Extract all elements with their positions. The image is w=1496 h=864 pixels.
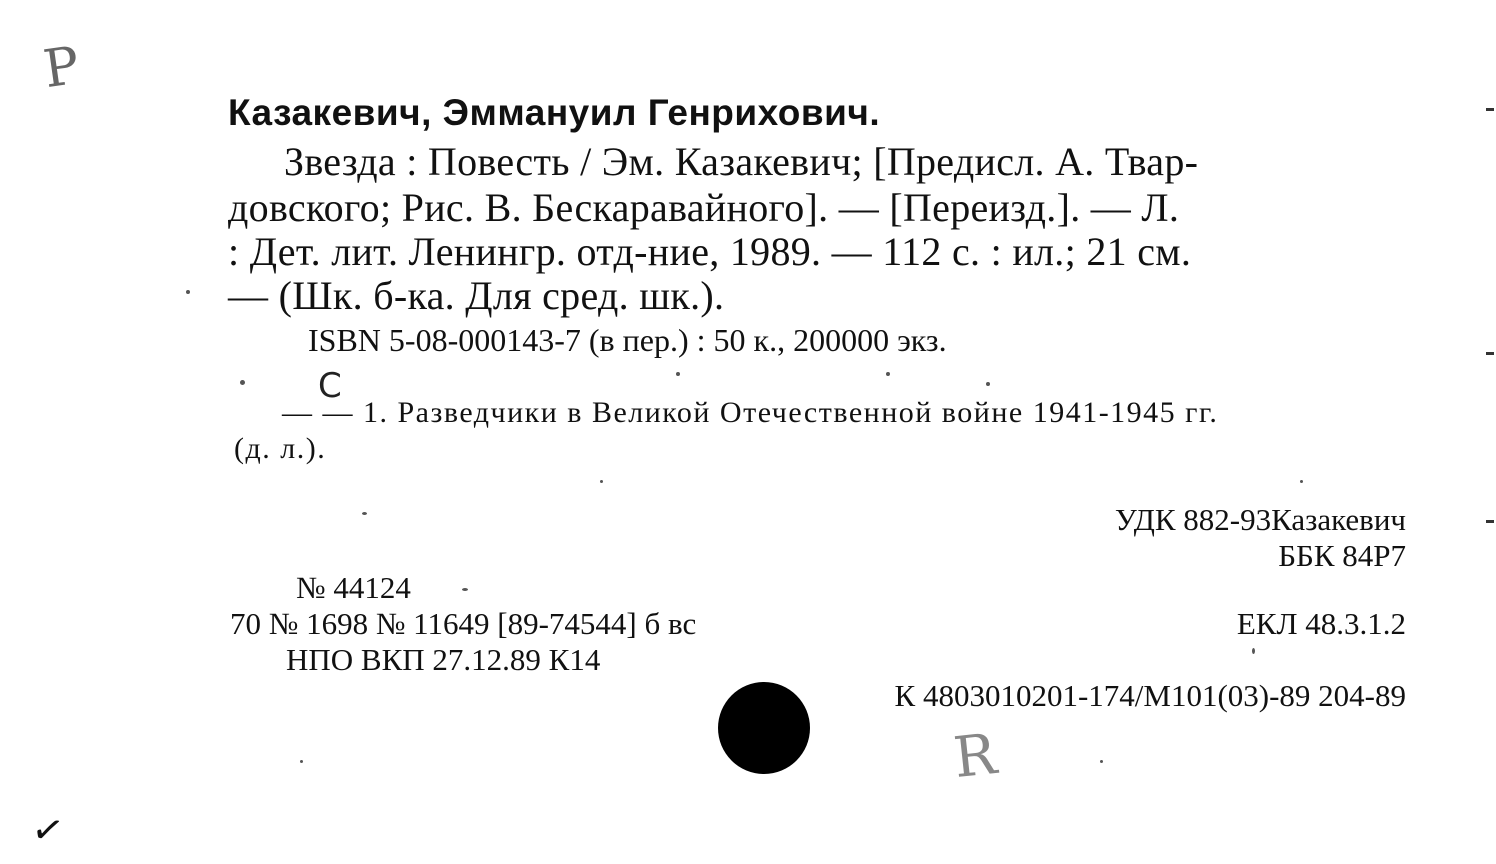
- edge-tick: [1486, 520, 1494, 523]
- dust-speck: [240, 380, 245, 385]
- dust-speck: [1300, 480, 1303, 483]
- npo-line: НПО ВКП 27.12.89 К14: [286, 642, 601, 677]
- catalog-code-line: К 4803010201-174/М101(03)-89 204-89: [894, 678, 1406, 713]
- bbk-code: ББК 84Р7: [1278, 538, 1406, 573]
- dust-speck: [362, 512, 367, 515]
- card-number: № 44124: [296, 570, 411, 605]
- pencil-note-mark: R: [950, 721, 1000, 792]
- dust-speck: [186, 290, 190, 294]
- dust-speck: [1252, 648, 1255, 654]
- handwritten-section-mark: С: [318, 366, 342, 406]
- dust-speck: [462, 588, 468, 591]
- edge-tick: [1486, 108, 1494, 111]
- subject-continuation: (д. л.).: [234, 432, 327, 465]
- subject-line: — — 1. Разведчики в Великой Отечественной войне 1941-1945 гг.: [282, 396, 1219, 429]
- dust-speck: [986, 382, 990, 386]
- ekl-code: ЕКЛ 48.3.1.2: [1236, 606, 1406, 641]
- dust-speck: [1100, 760, 1103, 763]
- dust-speck: [600, 480, 603, 483]
- udk-code: УДК 882-93Казакевич: [1114, 502, 1406, 537]
- dust-speck: [886, 372, 890, 376]
- ink-blot: [718, 682, 810, 774]
- dust-speck: [676, 372, 680, 376]
- author-heading: Казакевич, Эммануил Генрихович.: [228, 92, 881, 133]
- description-line-1: Звезда : Повесть / Эм. Казакевич; [Предисл. А. Твар-: [284, 139, 1199, 184]
- description-line-2: довского; Рис. В. Бескаравайного]. — [Переизд.]. — Л.: [228, 185, 1180, 230]
- description-line-3: : Дет. лит. Ленингр. отд-ние, 1989. — 112 с. : ил.; 21 см.: [228, 229, 1192, 274]
- description-line-4: — (Шк. б-ка. Для сред. шк.).: [228, 273, 725, 318]
- order-line: 70 № 1698 № 11649 [89-74544] б вс: [230, 606, 697, 641]
- handwritten-corner-mark: Р: [39, 35, 84, 101]
- check-mark-icon: ✓: [28, 805, 68, 855]
- dust-speck: [300, 760, 303, 763]
- edge-tick: [1486, 352, 1494, 355]
- isbn-line: ISBN 5-08-000143-7 (в пер.) : 50 к., 200000 экз.: [308, 322, 947, 358]
